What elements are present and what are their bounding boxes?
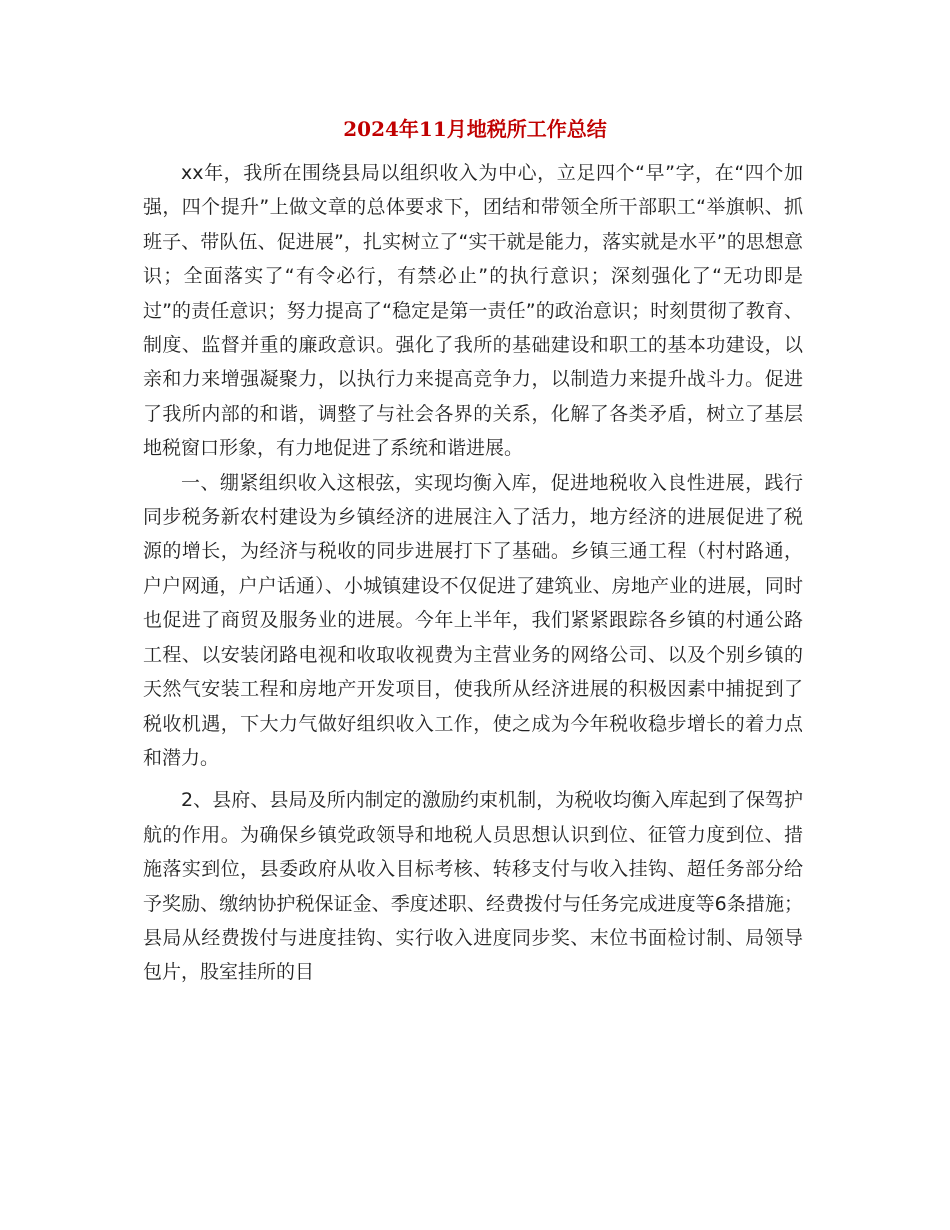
document-body (143, 156, 803, 990)
paragraph-section-1: 一、绷紧组织收入这根弦，实现均衡入库，促进地税收入良性进展，践行同步税务新农村建设为乡镇经济的进展注入了活力，地方经济的进展促进了税源的增长，为经济与税收的同步进展打下了基础。乡镇三通工程（村村路通，户户网通，户户话通）、小城镇建设不仅促进了建筑业、房地产业的进展，同时也促进了商贸及服务业的进展。今年上半年，我们紧紧跟踪各乡镇的村通公路工程、以安装闭路电视和收取收视费为主营业务的网络公司、以及个别乡镇的天然气安装工程和房地产开发项目，使我所从经济进展的积极因素中捕捉到了税收机遇，下大力气做好组织收入工作，使之成为今年税收稳步增长的着力点和潜力。 (143, 471, 803, 769)
paragraph-section-2: 2、县府、县局及所内制定的激励约束机制，为税收均衡入库起到了保驾护航的作用。为确保乡镇党政领导和地税人员思想认识到位、征管力度到位、措施落实到位，县委政府从收入目标考核、转移支付与收入挂钩、超任务部分给予奖励、缴纳协护税保证金、季度述职、经费拨付与任务完成进度等6条措施；县局从经费拨付与进度挂钩、实行收入进度同步奖、末位书面检讨制、局领导包片，股室挂所的目 (143, 789, 803, 984)
paragraph-intro: xx年，我所在围绕县局以组织收入为中心，立足四个“早”字，在“四个加强，四个提升”上做文章的总体要求下，团结和带领全所干部职工“举旗帜、抓班子、带队伍、促进展”，扎实树立了“实干就是能力，落实就是水平”的思想意识；全面落实了“有令必行，有禁必止”的执行意识；深刻强化了“无功即是过”的责任意识；努力提高了“稳定是第一责任”的政治意识；时刻贯彻了教育、制度、监督并重的廉政意识。强化了我所的基础建设和职工的基本功建设，以亲和力来增强凝聚力，以执行力来提高竞争力，以制造力来提升战斗力。促进了我所内部的和谐，调整了与社会各界的关系，化解了各类矛盾，树立了基层地税窗口形象，有力地促进了系统和谐进展。 (143, 162, 803, 460)
document-title: 2024年11月地税所工作总结 (343, 117, 607, 141)
